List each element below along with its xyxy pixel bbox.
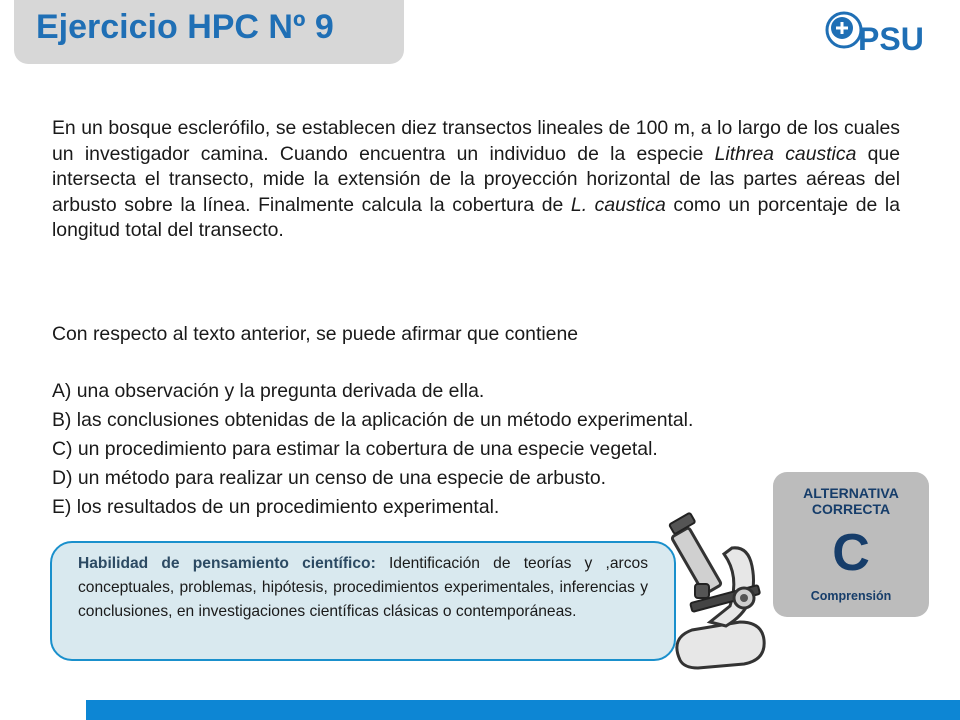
passage-part1: En un bosque esclerófilo, se establecen diez transectos lineales de 100 m, a lo largo de los cuales un investigador camina. Cuando encuentra un individuo de la especie	[52, 117, 900, 165]
skill-text: Identificación de teorías y ,arcos conceptuales, problemas, hipótesis, procedimientos experimentales, inferencias y conclusiones, en investigaciones científicas clásicas o contemporáneas.	[78, 555, 648, 620]
page-title: Ejercicio HPC Nº 9	[36, 8, 334, 46]
answer-options	[52, 377, 852, 522]
logo-text: PSU	[858, 21, 924, 56]
answer-label-line2: CORRECTA	[811, 501, 891, 517]
answer-label-line1: ALTERNATIVA	[803, 485, 899, 501]
passage-part3: como un porcentaje de la longitud total del transecto.	[52, 193, 900, 242]
answer-skill: Comprensión	[810, 589, 892, 603]
option-e: E) los resultados de un procedimiento experimental.	[52, 496, 500, 518]
option-c: C) un procedimiento para estimar la cobertura de una especie vegetal.	[52, 438, 658, 460]
question-stem: Con respecto al texto anterior, se puede afirmar que contiene	[52, 323, 579, 345]
answer-label	[773, 485, 929, 517]
skill-box	[50, 541, 676, 661]
skill-description	[78, 552, 648, 624]
bottom-accent-bar	[86, 700, 960, 720]
correct-answer-box	[773, 472, 929, 617]
option-a: A) una observación y la pregunta derivada de ella.	[52, 380, 485, 402]
answer-letter: C	[832, 524, 870, 582]
passage	[52, 116, 900, 244]
species-name: Lithrea caustica	[714, 142, 857, 165]
microscope-icon	[640, 510, 780, 670]
title-tab	[14, 0, 404, 64]
option-b: B) las conclusiones obtenidas de la aplicación de un método experimental.	[52, 409, 694, 431]
skill-keyword: Habilidad de pensamiento científico:	[78, 555, 376, 572]
option-d: D) un método para realizar un censo de una especie de arbusto.	[52, 467, 607, 489]
passage-part2: que intersecta el transecto, mide la extensión de la proyección horizontal de las partes aéreas del arbusto sobre la línea. Finalmente calcula la cobertura de	[52, 142, 900, 216]
psu-logo	[822, 8, 938, 56]
species-short-name: L. caustica	[570, 193, 666, 216]
